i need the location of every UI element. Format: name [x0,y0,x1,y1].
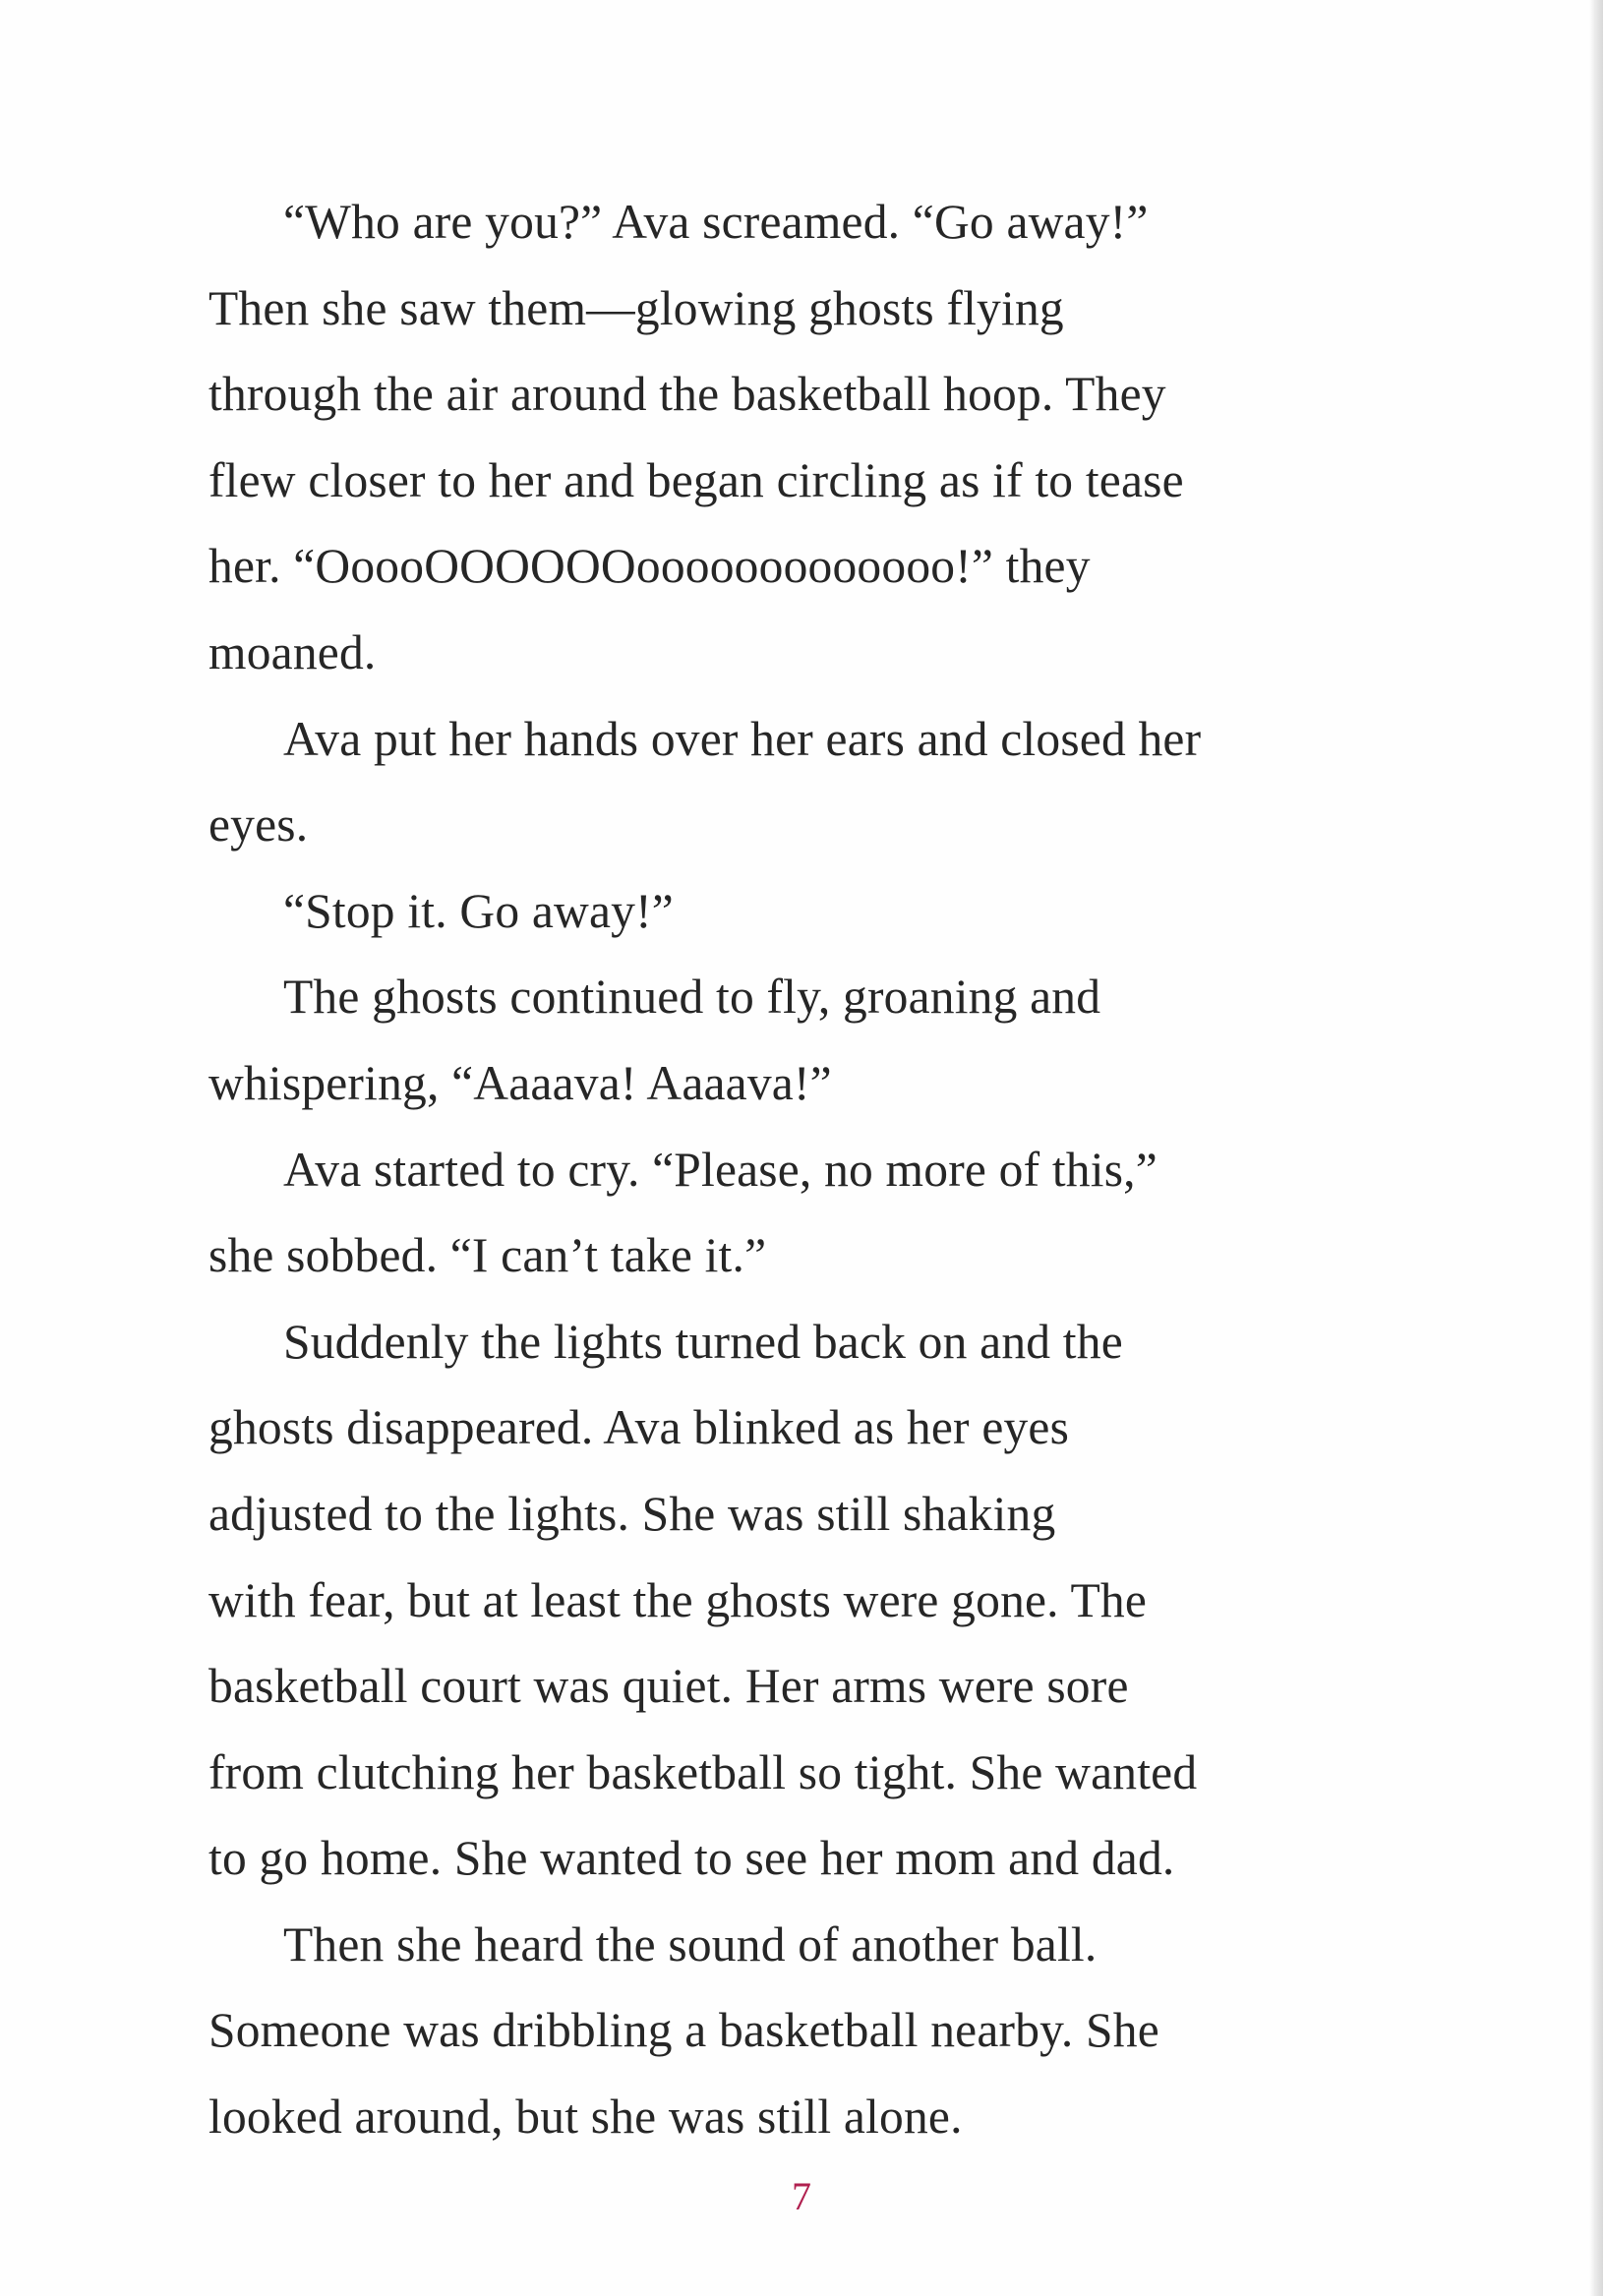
text-line: flew closer to her and began circling as if to tease [208,452,1184,507]
text-line: eyes. [208,797,309,853]
text-line: through the air around the basketball hoop. They [208,367,1166,422]
text-line: basketball court was quiet. Her arms were sore [208,1659,1129,1714]
text-line: The ghosts continued to fly, groaning and [283,970,1101,1025]
text-line: ghosts disappeared. Ava blinked as her eyes [208,1400,1070,1455]
text-line: Someone was dribbling a basketball nearby. She [208,2003,1159,2058]
text-line: “Who are you?” Ava screamed. “Go away!” [283,195,1149,249]
text-line: from clutching her basketball so tight. She wanted [208,1744,1198,1799]
text-line: looked around, but she was still alone. [208,2090,963,2145]
text-line: she sobbed. “I can’t take it.” [208,1228,767,1283]
body-text [208,179,1398,2160]
page-number: 7 [792,2174,811,2218]
text-line: Ava put her hands over her ears and closed her [283,711,1202,766]
text-line: to go home. She wanted to see her mom and dad. [208,1831,1175,1886]
text-line: her. “OoooOOOOOOooooooooooooo!” they [208,539,1091,594]
text-line: Suddenly the lights turned back on and the [283,1314,1123,1369]
text-line: Ava started to cry. “Please, no more of this,” [283,1142,1158,1197]
text-line: adjusted to the lights. She was still shaking [208,1486,1056,1541]
text-line: whispering, “Aaaava! Aaaava!” [208,1055,832,1110]
text-line: “Stop it. Go away!” [283,883,674,938]
text-line: Then she saw them—glowing ghosts flying [208,280,1064,335]
text-line: with fear, but at least the ghosts were gone. The [208,1572,1147,1627]
text-line: Then she heard the sound of another ball. [283,1916,1098,1972]
page-edge-shadow [1589,0,1603,2296]
text-line: moaned. [208,624,377,679]
